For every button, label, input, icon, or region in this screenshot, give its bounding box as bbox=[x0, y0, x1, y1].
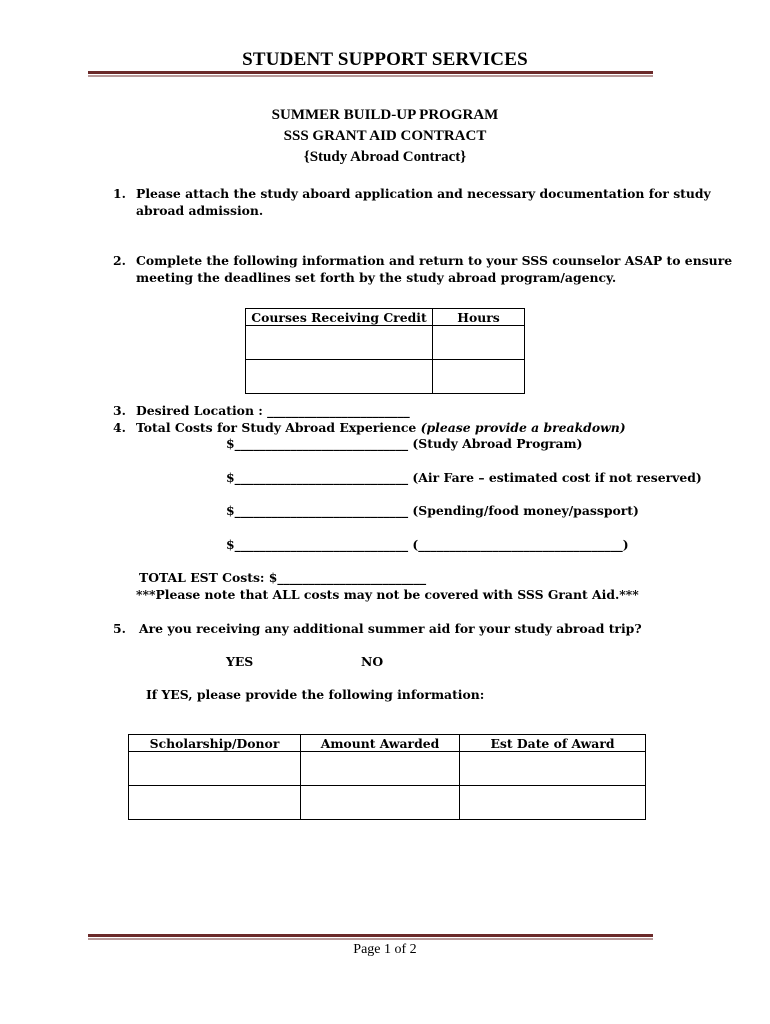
hours-cell[interactable] bbox=[433, 360, 525, 394]
cost-blank[interactable]: $____________________________ bbox=[226, 503, 409, 518]
cost-line[interactable] bbox=[226, 536, 629, 553]
yes-option[interactable]: YES bbox=[226, 654, 254, 669]
hours-cell[interactable] bbox=[433, 326, 525, 360]
desired-location-field[interactable]: Desired Location : _______________________ bbox=[136, 403, 410, 418]
course-cell[interactable] bbox=[246, 326, 433, 360]
page-number: Page 1 of 2 bbox=[353, 942, 417, 957]
amount-awarded-header: Amount Awarded bbox=[301, 735, 460, 752]
item4-number: 4. bbox=[113, 420, 126, 435]
doc-title-line1: SUMMER BUILD-UP PROGRAM bbox=[271, 107, 499, 123]
doc-title-line3: {Study Abroad Contract} bbox=[303, 149, 467, 165]
course-cell[interactable] bbox=[246, 360, 433, 394]
item1-number: 1. bbox=[113, 186, 126, 201]
hours-header: Hours bbox=[433, 309, 525, 326]
scholarship-donor-header: Scholarship/Donor bbox=[129, 735, 301, 752]
amount-awarded-cell[interactable] bbox=[301, 752, 460, 786]
item4-text: Total Costs for Study Abroad Experience bbox=[136, 420, 417, 435]
cost-label[interactable]: (_________________________________) bbox=[412, 537, 629, 552]
costs-coverage-note: ***Please note that ALL costs may not be covered with SSS Grant Aid.*** bbox=[136, 587, 639, 602]
item2-line1: Complete the following information and return to your SSS counselor ASAP to ensure bbox=[136, 253, 733, 268]
cost-label: (Study Abroad Program) bbox=[412, 436, 583, 451]
if-yes-instruction: If YES, please provide the following information: bbox=[146, 687, 485, 702]
scholarship-donor-cell[interactable] bbox=[129, 786, 301, 820]
item1-line2: abroad admission. bbox=[136, 203, 264, 218]
total-est-costs-field[interactable]: TOTAL EST Costs: $________________________ bbox=[139, 570, 427, 585]
courses-header: Courses Receiving Credit bbox=[246, 309, 433, 326]
cost-blank[interactable]: $____________________________ bbox=[226, 537, 409, 552]
courses-table bbox=[245, 308, 525, 394]
est-date-header: Est Date of Award bbox=[460, 735, 646, 752]
header-rule bbox=[88, 71, 653, 77]
cost-line[interactable] bbox=[226, 502, 639, 519]
cost-label: (Spending/food money/passport) bbox=[412, 503, 639, 518]
doc-title-line2: SSS GRANT AID CONTRACT bbox=[283, 128, 487, 144]
cost-blank[interactable]: $____________________________ bbox=[226, 470, 409, 485]
item5-question: Are you receiving any additional summer aid for your study abroad trip? bbox=[139, 621, 642, 636]
footer-rule bbox=[88, 934, 653, 940]
cost-line[interactable] bbox=[226, 469, 702, 486]
cost-line[interactable] bbox=[226, 435, 583, 452]
item3-number: 3. bbox=[113, 403, 126, 418]
item2-number: 2. bbox=[113, 253, 126, 268]
item1-line1: Please attach the study aboard application and necessary documentation for study bbox=[136, 186, 711, 201]
scholarship-donor-cell[interactable] bbox=[129, 752, 301, 786]
item5-number: 5. bbox=[113, 621, 126, 636]
cost-label: (Air Fare – estimated cost if not reserved) bbox=[412, 470, 702, 485]
scholarship-table bbox=[128, 734, 646, 820]
amount-awarded-cell[interactable] bbox=[301, 786, 460, 820]
no-option[interactable]: NO bbox=[361, 654, 384, 669]
est-date-cell[interactable] bbox=[460, 752, 646, 786]
cost-blank[interactable]: $____________________________ bbox=[226, 436, 409, 451]
item4-italic-note: (please provide a breakdown) bbox=[420, 420, 626, 435]
item4-label bbox=[136, 419, 626, 436]
item2-line2: meeting the deadlines set forth by the study abroad program/agency. bbox=[136, 270, 617, 285]
page-header-title: STUDENT SUPPORT SERVICES bbox=[242, 49, 528, 70]
est-date-cell[interactable] bbox=[460, 786, 646, 820]
